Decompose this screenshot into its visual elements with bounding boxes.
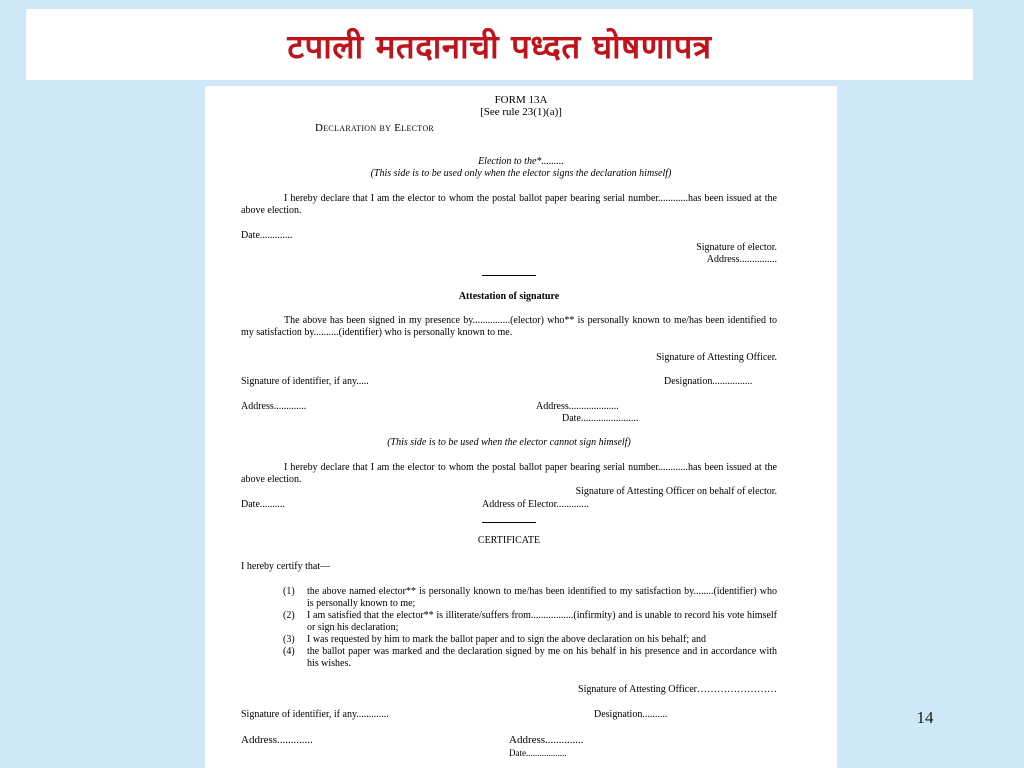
form-document <box>205 86 837 768</box>
form-heading: Declaration by Elector <box>315 122 435 134</box>
address-right-2: Address.............. <box>509 734 584 746</box>
address-left-2: Address............. <box>241 734 313 746</box>
signature-identifier-2: Signature of identifier, if any............. <box>241 709 389 720</box>
address-right-1: Address.................... <box>536 401 619 412</box>
designation-1: Designation................ <box>664 376 753 387</box>
form-number: FORM 13A <box>494 94 548 106</box>
certify-item-number: (2) <box>283 610 295 621</box>
divider-1 <box>482 275 536 276</box>
address-1: Address............... <box>706 254 777 265</box>
certify-item-number: (3) <box>283 634 295 645</box>
designation-2: Designation.......... <box>594 709 668 720</box>
signature-attesting-officer-2: Signature of Attesting Officer…………………… <box>578 684 777 695</box>
address-of-elector: Address of Elector............. <box>482 499 589 510</box>
date-2: Date.......... <box>241 499 285 510</box>
certify-item-text: I was requested by him to mark the ballot paper and to sign the above declaration on his behalf; and <box>307 634 707 645</box>
side1-note: (This side is to be used only when the elector signs the declaration himself) <box>370 168 672 179</box>
election-line: Election to the*......... <box>478 156 564 167</box>
signature-elector: Signature of elector. <box>696 242 777 253</box>
certify-item <box>283 646 777 670</box>
attestation-heading: Attestation of signature <box>458 291 560 302</box>
date-right-1: Date....................... <box>562 413 639 424</box>
certify-item-text: the ballot paper was marked and the declaration signed by me on his behalf in his presence and in accordance with his wishes. <box>307 646 777 669</box>
date-1: Date............. <box>241 230 293 241</box>
certify-item <box>283 586 777 610</box>
attestation-text: The above has been signed in my presence by...............(elector) who** is personally known to me/has been identified to my satisfaction by..........(identifier) who is personally known to me. <box>241 315 777 338</box>
certify-item-text: the above named elector** is personally known to me/has been identified to my satisfaction by........(identifier) who is personally known to me; <box>307 586 777 609</box>
signature-identifier-1: Signature of identifier, if any..... <box>241 376 369 387</box>
address-left-1: Address............. <box>241 401 307 412</box>
declaration-2: I hereby declare that I am the elector to whom the postal ballot paper bearing serial number............has been issued at the above election. <box>241 462 777 485</box>
signature-attesting-officer: Signature of Attesting Officer. <box>656 352 777 363</box>
certify-item <box>283 634 777 646</box>
signature-officer-behalf: Signature of Attesting Officer on behalf of elector. <box>575 486 777 497</box>
slide-title: टपाली मतदानाची पध्दत घोषणापत्र <box>287 27 712 66</box>
certify-item-number: (1) <box>283 586 295 597</box>
certificate-heading: CERTIFICATE <box>477 535 541 546</box>
certify-item <box>283 610 777 634</box>
date-right-2: Date.................. <box>509 748 567 758</box>
certify-item-number: (4) <box>283 646 295 657</box>
rule-reference: [See rule 23(1)(a)] <box>480 106 562 118</box>
certify-intro: I hereby certify that— <box>241 561 331 572</box>
slide-number: 14 <box>916 708 934 727</box>
declaration-1: I hereby declare that I am the elector to whom the postal ballot paper bearing serial number............has been issued at the above election. <box>241 193 777 216</box>
certify-item-text: I am satisfied that the elector** is illiterate/suffers from.................(infirmity) and is unable to record his vote himself or sign his declaration; <box>307 610 777 633</box>
divider-2 <box>482 522 536 523</box>
side2-note: (This side is to be used when the elector cannot sign himself) <box>387 437 631 448</box>
certify-list <box>283 586 777 670</box>
title-bar <box>26 9 973 80</box>
